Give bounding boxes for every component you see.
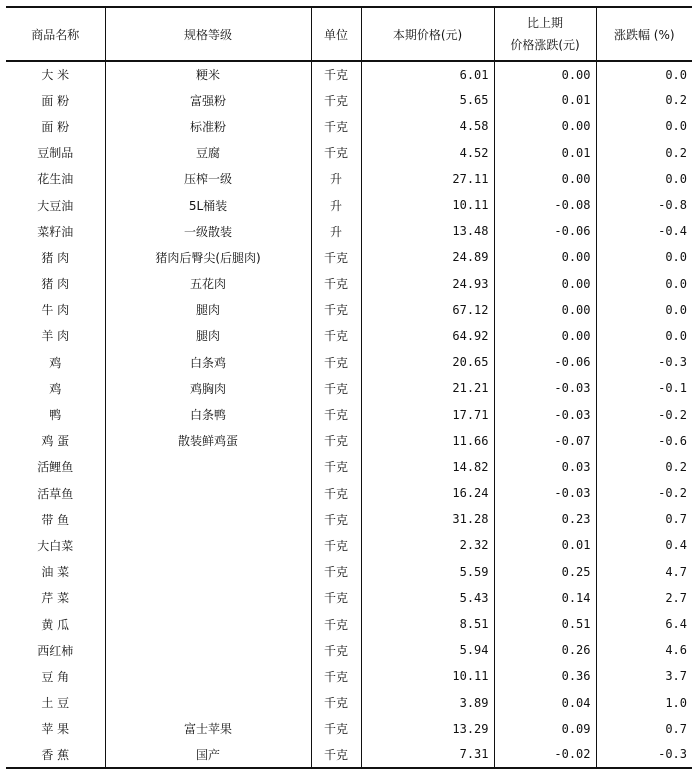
- cell-pct: 0.0: [596, 113, 692, 139]
- cell-name: 面 粉: [41, 119, 70, 134]
- cell-spec: 腿肉: [105, 323, 311, 349]
- cell-pct: 4.7: [596, 559, 692, 585]
- cell-change: -0.08: [494, 192, 596, 218]
- cell-price: 16.24: [361, 480, 494, 506]
- cell-name: 豆 角: [41, 669, 70, 684]
- cell-price: 7.31: [361, 742, 494, 768]
- cell-spec: 粳米: [105, 61, 311, 87]
- table-row: [6, 454, 692, 480]
- cell-unit: 千克: [311, 585, 361, 611]
- cell-pct: -0.1: [596, 375, 692, 401]
- cell-name: 大豆油: [37, 198, 74, 213]
- cell-pct: 0.0: [596, 297, 692, 323]
- table-row: [6, 113, 692, 139]
- cell-pct: 0.2: [596, 454, 692, 480]
- col-header-name: 商品名称: [6, 7, 105, 61]
- col-header-pct: 涨跌幅 (%): [596, 7, 692, 61]
- cell-unit: 千克: [311, 401, 361, 427]
- cell-pct: 3.7: [596, 663, 692, 689]
- cell-price: 10.11: [361, 192, 494, 218]
- table-row: [6, 323, 692, 349]
- cell-pct: 0.2: [596, 87, 692, 113]
- cell-change: -0.03: [494, 375, 596, 401]
- cell-price: 21.21: [361, 375, 494, 401]
- cell-unit: 升: [311, 218, 361, 244]
- cell-unit: 升: [311, 166, 361, 192]
- cell-unit: 千克: [311, 271, 361, 297]
- cell-name: 苹 果: [41, 722, 70, 737]
- cell-spec: 5L桶装: [105, 192, 311, 218]
- cell-name: 菜籽油: [37, 224, 74, 239]
- cell-change: 0.14: [494, 585, 596, 611]
- cell-price: 5.65: [361, 87, 494, 113]
- cell-unit: 千克: [311, 349, 361, 375]
- cell-price: 6.01: [361, 61, 494, 87]
- cell-spec: [105, 454, 311, 480]
- cell-unit: 千克: [311, 113, 361, 139]
- table-row: [6, 375, 692, 401]
- table-body: [6, 61, 692, 768]
- cell-unit: 千克: [311, 532, 361, 558]
- cell-name: 黄 瓜: [41, 617, 70, 632]
- cell-pct: -0.2: [596, 480, 692, 506]
- cell-name: 芹 菜: [41, 591, 70, 606]
- cell-spec: 白条鸡: [105, 349, 311, 375]
- price-table: [6, 6, 692, 769]
- cell-price: 20.65: [361, 349, 494, 375]
- cell-unit: 千克: [311, 87, 361, 113]
- cell-change: 0.09: [494, 716, 596, 742]
- cell-price: 4.58: [361, 113, 494, 139]
- cell-spec: [105, 480, 311, 506]
- cell-spec: 散装鲜鸡蛋: [105, 428, 311, 454]
- table-header-row: [6, 7, 692, 61]
- cell-unit: 千克: [311, 244, 361, 270]
- cell-spec: 鸡胸肉: [105, 375, 311, 401]
- cell-spec: [105, 690, 311, 716]
- cell-pct: 6.4: [596, 611, 692, 637]
- cell-unit: 千克: [311, 611, 361, 637]
- table-row: [6, 506, 692, 532]
- cell-pct: 0.2: [596, 140, 692, 166]
- cell-pct: -0.3: [596, 349, 692, 375]
- table-row: [6, 401, 692, 427]
- cell-spec: 国产: [105, 742, 311, 768]
- cell-price: 27.11: [361, 166, 494, 192]
- cell-spec: [105, 506, 311, 532]
- cell-price: 64.92: [361, 323, 494, 349]
- cell-price: 8.51: [361, 611, 494, 637]
- cell-change: 0.03: [494, 454, 596, 480]
- cell-spec: 白条鸭: [105, 401, 311, 427]
- cell-pct: 0.0: [596, 271, 692, 297]
- cell-change: 0.36: [494, 663, 596, 689]
- cell-change: -0.06: [494, 218, 596, 244]
- cell-unit: 千克: [311, 663, 361, 689]
- cell-name: 活鲤鱼: [37, 460, 74, 475]
- cell-unit: 千克: [311, 506, 361, 532]
- cell-name: 鸭: [49, 408, 62, 423]
- cell-price: 5.59: [361, 559, 494, 585]
- cell-change: 0.00: [494, 244, 596, 270]
- cell-name: 猪 肉: [41, 277, 70, 292]
- cell-name: 香 蕉: [6, 742, 105, 768]
- cell-pct: 1.0: [596, 690, 692, 716]
- table-row: [6, 637, 692, 663]
- table-row: [6, 140, 692, 166]
- cell-spec: 腿肉: [105, 297, 311, 323]
- table-row: [6, 480, 692, 506]
- cell-spec: 富强粉: [105, 87, 311, 113]
- cell-spec: [105, 559, 311, 585]
- cell-unit: 千克: [311, 559, 361, 585]
- cell-name: 羊 肉: [41, 329, 70, 344]
- cell-name: 牛 肉: [41, 303, 70, 318]
- cell-pct: 0.7: [596, 716, 692, 742]
- table-row: [6, 192, 692, 218]
- table-row: [6, 585, 692, 611]
- cell-price: 24.89: [361, 244, 494, 270]
- cell-change: 0.23: [494, 506, 596, 532]
- table-row: [6, 297, 692, 323]
- table-row: [6, 690, 692, 716]
- cell-name: 鸡: [49, 381, 62, 396]
- cell-change: 0.00: [494, 271, 596, 297]
- cell-pct: -0.6: [596, 428, 692, 454]
- cell-price: 2.32: [361, 532, 494, 558]
- table-row: [6, 61, 692, 87]
- cell-pct: 4.6: [596, 637, 692, 663]
- table-row: [6, 349, 692, 375]
- table-row: [6, 271, 692, 297]
- cell-price: 24.93: [361, 271, 494, 297]
- cell-pct: 0.0: [596, 244, 692, 270]
- cell-pct: -0.8: [596, 192, 692, 218]
- cell-price: 13.29: [361, 716, 494, 742]
- cell-name: 花生油: [37, 172, 74, 187]
- cell-name: 带 鱼: [41, 512, 70, 527]
- table-row: [6, 166, 692, 192]
- cell-pct: 0.0: [596, 166, 692, 192]
- table-row: [6, 87, 692, 113]
- col-header-spec: 规格等级: [105, 7, 311, 61]
- cell-name: 猪 肉: [41, 250, 70, 265]
- cell-unit: 千克: [311, 690, 361, 716]
- col-header-change: [494, 7, 596, 61]
- cell-change: -0.02: [494, 742, 596, 768]
- cell-change: 0.04: [494, 690, 596, 716]
- cell-change: -0.07: [494, 428, 596, 454]
- cell-price: 17.71: [361, 401, 494, 427]
- cell-unit: 千克: [311, 716, 361, 742]
- cell-change: 0.01: [494, 87, 596, 113]
- cell-name: 豆制品: [37, 146, 74, 161]
- cell-name: 面 粉: [41, 93, 70, 108]
- cell-spec: 猪肉后臀尖(后腿肉): [105, 244, 311, 270]
- cell-name: 西红柿: [37, 643, 74, 658]
- cell-spec: 豆腐: [105, 140, 311, 166]
- cell-unit: 千克: [311, 323, 361, 349]
- cell-change: 0.00: [494, 166, 596, 192]
- cell-change: 0.51: [494, 611, 596, 637]
- cell-name: 大 米: [41, 68, 70, 83]
- cell-unit: 千克: [311, 428, 361, 454]
- cell-price: 5.43: [361, 585, 494, 611]
- cell-pct: 0.0: [596, 61, 692, 87]
- cell-change: 0.00: [494, 323, 596, 349]
- cell-price: 31.28: [361, 506, 494, 532]
- cell-name: 活草鱼: [37, 486, 74, 501]
- cell-spec: 标准粉: [105, 113, 311, 139]
- cell-pct: 0.0: [596, 323, 692, 349]
- cell-price: 67.12: [361, 297, 494, 323]
- table-row: [6, 428, 692, 454]
- cell-unit: 千克: [311, 61, 361, 87]
- cell-spec: 富士苹果: [105, 716, 311, 742]
- cell-name: 鸡: [49, 355, 62, 370]
- cell-change: -0.03: [494, 401, 596, 427]
- cell-spec: 五花肉: [105, 271, 311, 297]
- cell-unit: 千克: [311, 742, 361, 768]
- cell-name: 油 菜: [41, 565, 70, 580]
- col-header-unit: 单位: [311, 7, 361, 61]
- cell-pct: -0.4: [596, 218, 692, 244]
- cell-change: 0.26: [494, 637, 596, 663]
- cell-name: 土 豆: [41, 696, 70, 711]
- cell-spec: [105, 585, 311, 611]
- cell-price: 14.82: [361, 454, 494, 480]
- cell-spec: [105, 637, 311, 663]
- table-row: [6, 559, 692, 585]
- table-row: [6, 532, 692, 558]
- cell-unit: 千克: [311, 297, 361, 323]
- cell-spec: [105, 611, 311, 637]
- cell-price: 13.48: [361, 218, 494, 244]
- cell-price: 4.52: [361, 140, 494, 166]
- cell-change: 0.00: [494, 297, 596, 323]
- cell-unit: 千克: [311, 637, 361, 663]
- cell-price: 3.89: [361, 690, 494, 716]
- cell-change: 0.00: [494, 113, 596, 139]
- cell-name: 鸡 蛋: [41, 434, 70, 449]
- cell-pct: 2.7: [596, 585, 692, 611]
- cell-pct: -0.2: [596, 401, 692, 427]
- cell-price: 11.66: [361, 428, 494, 454]
- cell-spec: [105, 663, 311, 689]
- cell-pct: -0.3: [596, 742, 692, 768]
- col-header-change-line2: 价格涨跌(元): [510, 38, 580, 52]
- cell-change: 0.01: [494, 532, 596, 558]
- table-row: [6, 244, 692, 270]
- cell-spec: [105, 532, 311, 558]
- cell-unit: 千克: [311, 454, 361, 480]
- cell-pct: 0.4: [596, 532, 692, 558]
- table-row: [6, 716, 692, 742]
- cell-unit: 千克: [311, 140, 361, 166]
- cell-price: 5.94: [361, 637, 494, 663]
- cell-unit: 千克: [311, 375, 361, 401]
- cell-price: 10.11: [361, 663, 494, 689]
- cell-spec: 一级散装: [105, 218, 311, 244]
- table-row: [6, 663, 692, 689]
- cell-change: -0.03: [494, 480, 596, 506]
- cell-pct: 0.7: [596, 506, 692, 532]
- cell-unit: 升: [311, 192, 361, 218]
- cell-unit: 千克: [311, 480, 361, 506]
- table-row: [6, 218, 692, 244]
- cell-change: 0.01: [494, 140, 596, 166]
- cell-change: -0.06: [494, 349, 596, 375]
- cell-spec: 压榨一级: [105, 166, 311, 192]
- col-header-change-line1: 比上期: [526, 16, 563, 30]
- cell-change: 0.00: [494, 61, 596, 87]
- cell-change: 0.25: [494, 559, 596, 585]
- table-row: [6, 611, 692, 637]
- col-header-price: 本期价格(元): [361, 7, 494, 61]
- cell-name: 大白菜: [37, 538, 74, 553]
- table-row: [6, 742, 692, 768]
